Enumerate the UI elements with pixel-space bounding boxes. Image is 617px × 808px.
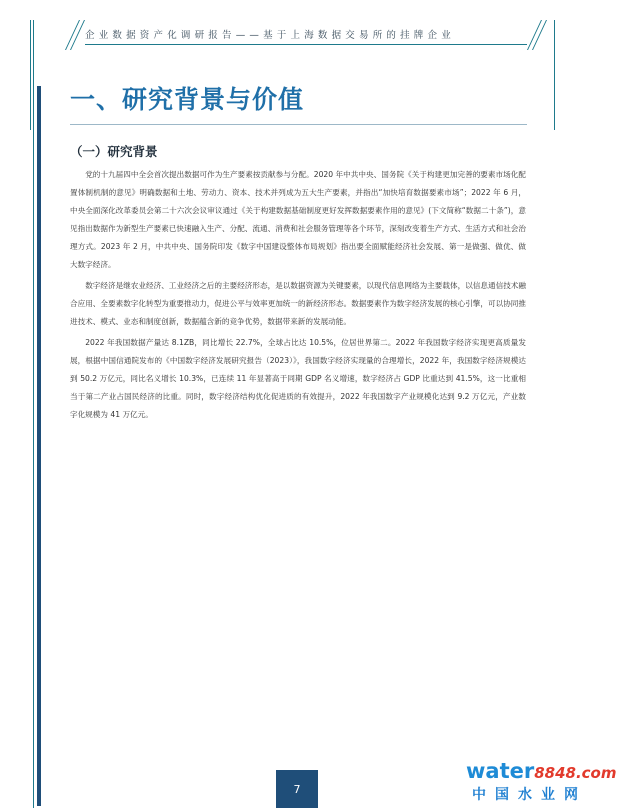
paragraph-1: 党的十九届四中全会首次提出数据可作为生产要素按贡献参与分配。2020 年中共中央、国务院《关于构建更加完善的要素市场化配置体制机制的意见》明确数据和土地、劳动力、资本、技术并列成为五大生产要素，并指出“加快培育数据要素市场”；2022 年 6 月，中央全面深化改革委员会第二十六次会议审议通过《关于构建数据基础制度更好发挥数据要素作用的意见》(下文简称“数据二十条”)，意见指出数据作为新型生产要素已快速融入生产、分配、流通、消费和社会服务管理等各个环节，深刻改变着生产方式、生活方式和社会治理方式。2023 年 2 月，中共中央、国务院印发《数字中国建设整体布局规划》指出要全面赋能经济社会发展、第一是做强、做优、做大数字经济。 bbox=[70, 170, 526, 270]
logo-suffix: .com bbox=[575, 764, 617, 782]
paragraph-3: 2022 年我国数据产量达 8.1ZB，同比增长 22.7%，全球占比达 10.5%，位居世界第二。2022 年我国数字经济实现更高质量发展，根据中国信通院发布的《中国数字经济发展研究报告（2023）》，我国数字经济实现量的合理增长，2022 年，我国数字经济规模达到 50.2 万亿元，同比名义增长 10.3%，已连续 11 年显著高于同期 GDP 名义增速，数字经济占 GDP 比重达到 41.5%，这一比重相当于第二产业占国民经济的比重。同时，数字经济结构优化促进质的有效提升，2022 年我国数字产业规模化达到 9.2 万亿元，产业数字化规模为 41 万亿元。 bbox=[70, 337, 526, 420]
left-frame-line-inner bbox=[30, 20, 31, 130]
right-frame-line bbox=[554, 20, 555, 130]
water8848-logo bbox=[466, 759, 617, 805]
left-accent-bar bbox=[37, 86, 41, 806]
page-number: 7 bbox=[276, 770, 318, 808]
header-rule bbox=[85, 44, 527, 45]
chapter-title: 一、研究背景与价值 bbox=[70, 85, 305, 114]
paragraph-2: 数字经济是继农业经济、工业经济之后的主要经济形态，是以数据资源为关键要素，以现代信息网络为主要载体，以信息通信技术融合应用、全要素数字化转型为重要推动力，促进公平与效率更加统一的新经济形态。数据要素作为数字经济发展的核心引擎，可以协同推进技术、模式、业态和制度创新，数据蕴含新的竞争优势，数据带来新的发展动能。 bbox=[70, 281, 526, 327]
chapter-rule bbox=[70, 124, 527, 125]
logo-word: water bbox=[466, 759, 535, 783]
running-header: 企业数据资产化调研报告——基于上海数据交易所的挂牌企业 bbox=[85, 30, 455, 41]
logo-number: 8848 bbox=[534, 764, 576, 782]
body-text bbox=[70, 166, 526, 427]
logo-wordmark bbox=[466, 759, 617, 785]
logo-chinese-name: 中国水业网 bbox=[472, 787, 587, 803]
section-title: （一）研究背景 bbox=[70, 144, 158, 159]
left-frame-line bbox=[33, 20, 34, 808]
